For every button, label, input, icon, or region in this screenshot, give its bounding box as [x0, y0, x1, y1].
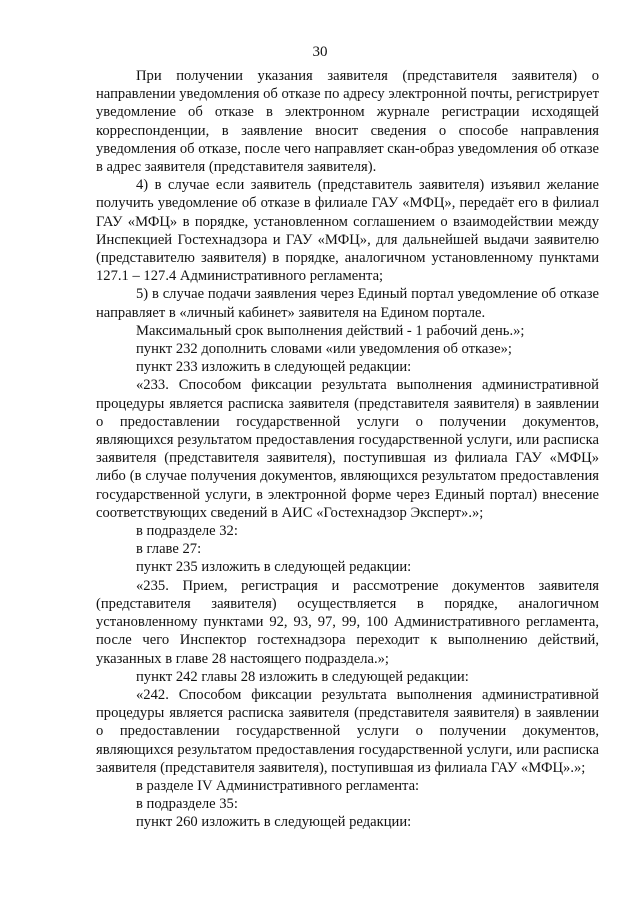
paragraph-max-term: Максимальный срок выполнения действий - 1 рабочий день.»;: [136, 322, 525, 339]
document-body: [96, 67, 599, 832]
paragraph-point-232: пункт 232 дополнить словами «или уведомления об отказе»;: [136, 341, 512, 358]
paragraph-item-5-portal: 5) в случае подачи заявления через Единый портал уведомление об отказе направляет в «личный кабинет» заявителя на Едином портале.: [96, 286, 599, 321]
paragraph-point-242-text: «242. Способом фиксации результата выполнения административной процедуры является расписка заявителя (представителя заявителя) в заявлении о предоставлении государственной услуги о получении документов, являющихся результатом предоставления государственной услуги, или расписка заявителя (представителя заявителя), поступившая из филиала ГАУ «МФЦ».»;: [96, 686, 599, 776]
paragraph-point-233-intro: пункт 233 изложить в следующей редакции:: [136, 359, 412, 376]
paragraph-point-242-intro: пункт 242 главы 28 изложить в следующей редакции:: [136, 668, 469, 685]
page-number: 30: [312, 44, 328, 60]
paragraph-point-260-intro: пункт 260 изложить в следующей редакции:: [136, 814, 412, 831]
paragraph-chapter-27: в главе 27:: [136, 541, 202, 558]
paragraph-notification-email: При получении указания заявителя (представителя заявителя) о направлении уведомления об отказе по адресу электронной почты, регистрирует уведомление об отказе в электронном журнале регистрации исходящей корреспонденции, в заявление вносит сведения о способе направления уведомления об отказе, после чего направляет скан-образ уведомления об отказе в адрес заявителя (представителя заявителя).: [96, 68, 599, 176]
paragraph-item-4-mfc: 4) в случае если заявитель (представитель заявителя) изъявил желание получить уведомление об отказе в филиале ГАУ «МФЦ», передаёт его в филиал ГАУ «МФЦ» в порядке, установленном соглашением о взаимодействии между Инспекцией Гостехнадзора и ГАУ «МФЦ», для дальнейшей выдачи заявителю (представителю заявителя) в порядке, аналогичном установленному пунктами 127.1 – 127.4 Административного регламента;: [96, 177, 599, 285]
paragraph-section-4: в разделе IV Административного регламента:: [136, 777, 420, 794]
paragraph-subsection-32: в подразделе 32:: [136, 523, 238, 540]
paragraph-point-235-text: «235. Прием, регистрация и рассмотрение документов заявителя (представителя заявителя) осуществляется в порядке, аналогичном установленному пунктами 92, 93, 97, 99, 100 Административного регламента, после чего Инспектор гостехнадзора переходит к выполнению действий, указанных в главе 28 настоящего подраздела.»;: [96, 577, 599, 667]
paragraph-subsection-35: в подразделе 35:: [136, 796, 238, 813]
paragraph-point-233-text: «233. Способом фиксации результата выполнения административной процедуры является расписка заявителя (представителя заявителя) в заявлении о предоставлении государственной услуги о получении документов, являющихся результатом предоставления государственной услуги, или расписка заявителя (представителя заявителя), поступившая из филиала ГАУ «МФЦ» либо (в случае получения документов, являющихся результатом предоставления государственной услуги, в электронной форме через Единый портал) внесение соответствующих сведений в АИС «Гостехнадзор Эксперт».»;: [96, 377, 599, 521]
paragraph-point-235-intro: пункт 235 изложить в следующей редакции:: [136, 559, 412, 576]
